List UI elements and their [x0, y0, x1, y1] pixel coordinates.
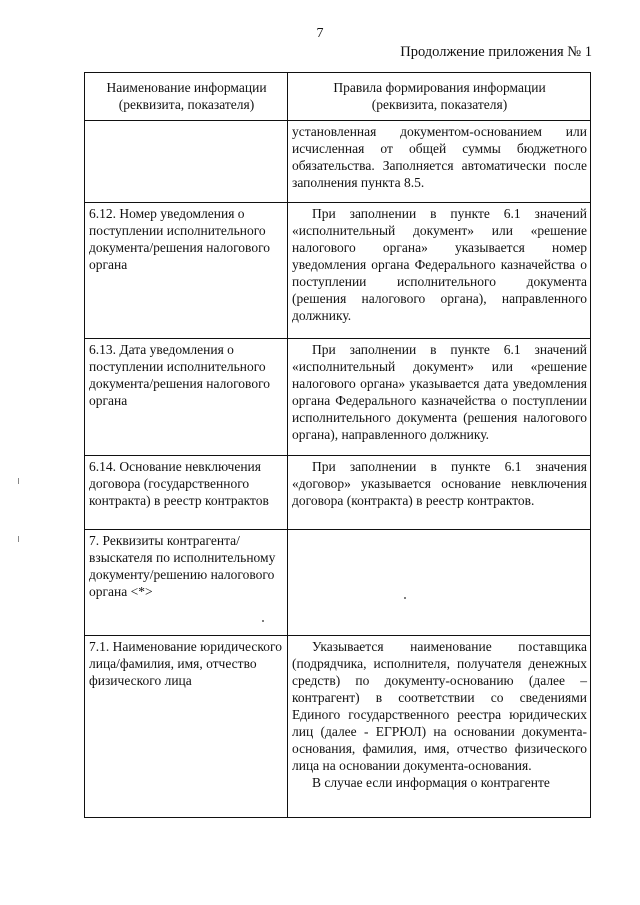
scan-margin-mark: [18, 536, 19, 542]
table-row: [85, 456, 591, 530]
header-formation-rules: Правила формирования информации (реквизита, показателя): [288, 73, 591, 121]
row-name-cell: 6.13. Дата уведомления о поступлении исполнительного документа/решения налогового органа: [85, 339, 288, 456]
row-name-cell: [85, 121, 288, 203]
row-rule-cell: При заполнении в пункте 6.1 значений «исполнительный документ» или «решение налогового органа» указывается номер уведомления органа Федерального казначейства о поступлении исполнительного документа (решения налогового органа), направленного должнику.: [288, 203, 591, 339]
table-row: [85, 636, 591, 818]
scan-speck: [262, 620, 264, 622]
row-rule-cell: [288, 636, 591, 818]
row-rule-cell: установленная документом-основанием или исчисленная от общей суммы бюджетного обязательства. Заполняется автоматически после заполнения пункта 8.5.: [288, 121, 591, 203]
row-rule-cell: [288, 530, 591, 636]
table-row: [85, 203, 591, 339]
row-name-cell: 6.12. Номер уведомления о поступлении исполнительного документа/решения налогового органа: [85, 203, 288, 339]
scan-speck: [404, 597, 406, 599]
page-number: 7: [316, 26, 324, 41]
table-row: [85, 530, 591, 636]
rule-paragraph-continued: В случае если информация о контрагенте: [312, 775, 550, 790]
table-header-row: [85, 73, 591, 121]
table-row: [85, 339, 591, 456]
appendix-note: Продолжение приложения № 1: [400, 44, 592, 60]
table-row: [85, 121, 591, 203]
row-name-cell: 7. Реквизиты контрагента/взыскателя по исполнительному документу/решению налогового органа <*>: [85, 530, 288, 636]
information-rules-table: [84, 72, 591, 818]
header-information-name: Наименование информации (реквизита, показателя): [85, 73, 288, 121]
row-rule-cell: При заполнении в пункте 6.1 значения «договор» указывается основание невключения договора (контракта) в реестр контрактов.: [288, 456, 591, 530]
rule-paragraph: Указывается наименование поставщика (подрядчика, исполнителя, получателя денежных средств) по документу-основанию (далее – контрагент) в соответствии со сведениями Единого государственного реестра юридических лиц (далее - ЕГРЮЛ) на основании документа-основания, фамилия, имя, отчество физического лица на основании документа-основания.: [292, 639, 587, 773]
row-name-cell: 6.14. Основание невключения договора (государственного контракта) в реестр контрактов: [85, 456, 288, 530]
row-rule-cell: При заполнении в пункте 6.1 значений «исполнительный документ» или «решение налогового органа» указывается дата уведомления органа Федерального казначейства о поступлении исполнительного документа (решения налогового органа), направленного должнику.: [288, 339, 591, 456]
scan-margin-mark: [18, 478, 19, 484]
row-name-cell: 7.1. Наименование юридического лица/фамилия, имя, отчество физического лица: [85, 636, 288, 818]
